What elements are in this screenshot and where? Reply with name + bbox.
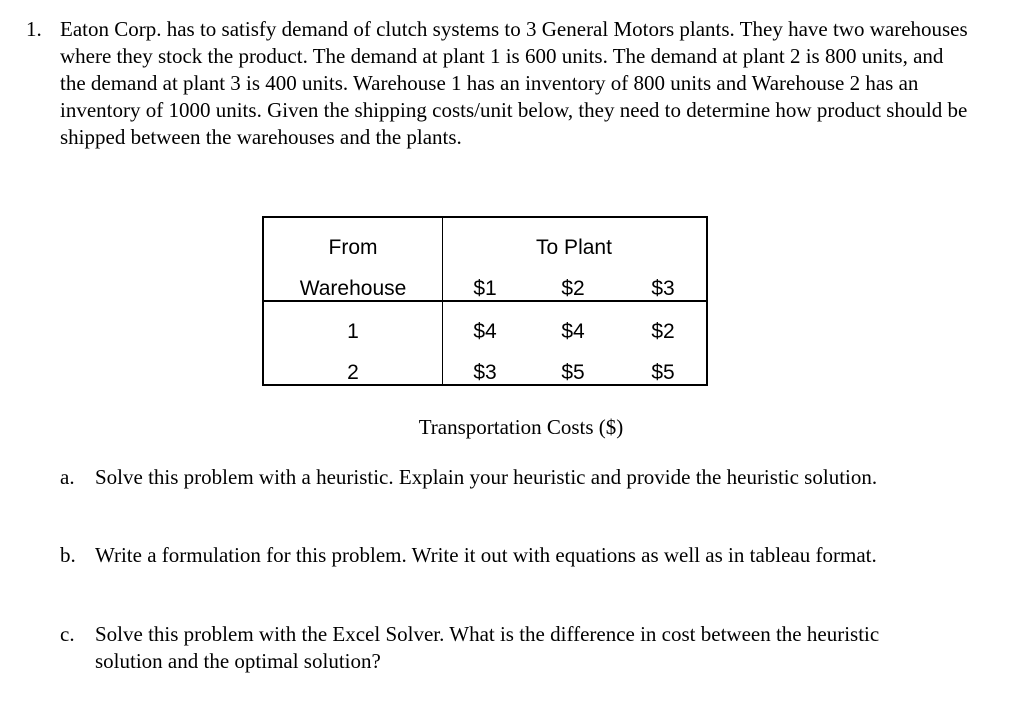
- header-from: From: [328, 236, 378, 259]
- cost-w1-p2: $4: [561, 320, 585, 343]
- question-text: Solve this problem with the Excel Solver. What is the difference in cost between the heuristic solution and the optimal solution?: [95, 622, 880, 673]
- table-caption-text: Transportation Costs ($): [418, 415, 624, 439]
- question-c: [60, 621, 940, 675]
- question-text: Solve this problem with a heuristic. Explain your heuristic and provide the heuristic solution.: [95, 465, 878, 489]
- plant-header-3: $3: [651, 277, 675, 300]
- question-letter: b.: [60, 543, 76, 567]
- table-caption: [0, 414, 1024, 441]
- header-to-plant: To Plant: [536, 236, 612, 259]
- warehouse-row-label-2: 2: [347, 361, 359, 384]
- problem-number: 1.: [26, 17, 42, 41]
- problem-statement: [26, 16, 986, 151]
- question-letter: c.: [60, 622, 75, 646]
- header-warehouse: Warehouse: [299, 277, 407, 300]
- cost-w2-p1: $3: [473, 361, 497, 384]
- question-text: Write a formulation for this problem. Write it out with equations as well as in tableau format.: [95, 543, 877, 567]
- warehouse-row-label-1: 1: [347, 320, 359, 343]
- cost-w2-p3: $5: [651, 361, 675, 384]
- plant-header-2: $2: [561, 277, 585, 300]
- cost-w2-p2: $5: [561, 361, 585, 384]
- transportation-cost-table: [262, 216, 708, 386]
- question-a: [60, 464, 940, 491]
- cost-w1-p1: $4: [473, 320, 497, 343]
- question-letter: a.: [60, 465, 75, 489]
- problem-text: Eaton Corp. has to satisfy demand of clutch systems to 3 General Motors plants. They have two warehouses where they stock the product. The demand at plant 1 is 600 units. The demand at plant 2 is 800 units, and the demand at plant 3 is 400 units. Warehouse 1 has an inventory of 800 units and Warehouse 2 has an inventory of 1000 units. Given the shipping costs/unit below, they need to determine how product should be shipped between the warehouses and the plants.: [60, 17, 968, 149]
- plant-header-1: $1: [473, 277, 497, 300]
- cost-w1-p3: $2: [651, 320, 675, 343]
- question-b: [60, 542, 940, 569]
